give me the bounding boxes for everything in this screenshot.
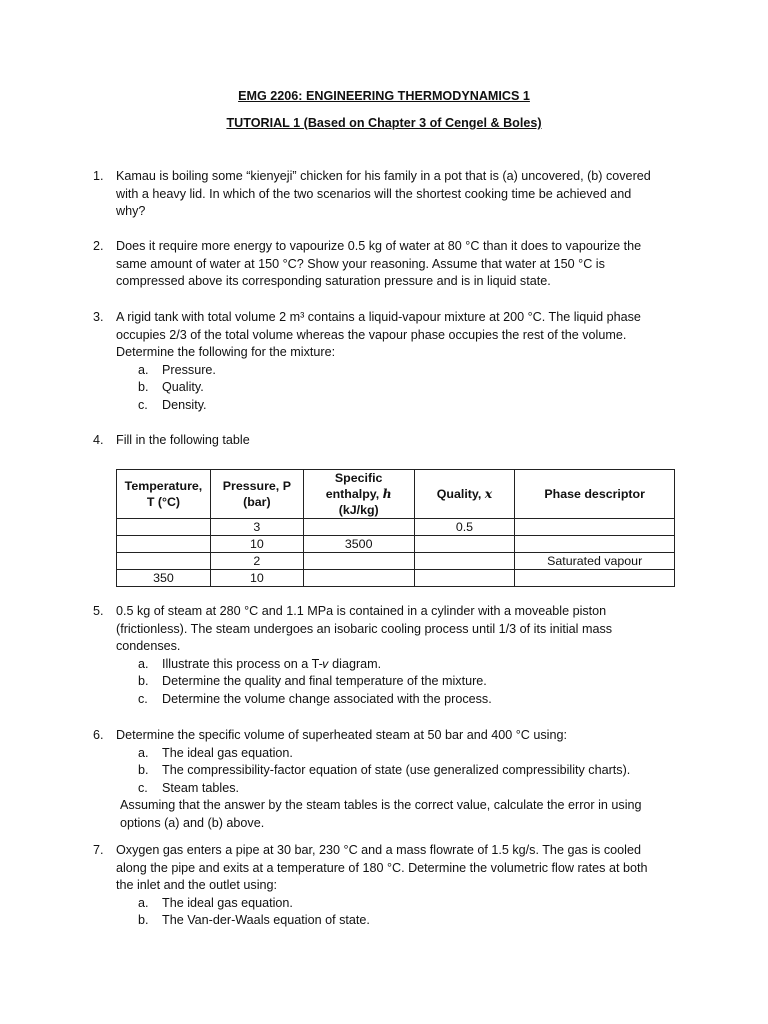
subitem-text: Determine the volume change associated with the process. xyxy=(162,691,492,706)
question-line: why? xyxy=(116,204,146,219)
question-text xyxy=(116,238,683,291)
table-row xyxy=(117,570,675,587)
subitem-text: The ideal gas equation. xyxy=(162,745,293,760)
question-line: condenses. xyxy=(116,639,181,654)
table-cell: 2 xyxy=(210,553,303,570)
steam-properties-table xyxy=(116,469,675,587)
question-line: Determine the following for the mixture: xyxy=(116,345,336,360)
table-cell xyxy=(303,519,414,536)
header-text: Temperature, xyxy=(124,479,203,493)
question-line: same amount of water at 150 °C? Show your reasoning. Assume that water at 150 °C is xyxy=(116,256,605,271)
subitem-b xyxy=(138,379,683,397)
subitem-letter: a. xyxy=(138,745,149,760)
header-phase: Phase descriptor xyxy=(515,470,675,519)
question-line: Oxygen gas enters a pipe at 30 bar, 230 °C and a mass flowrate of 1.5 kg/s. The gas is cooled xyxy=(116,843,641,857)
question-line: A rigid tank with total volume 2 m³ contains a liquid-vapour mixture at 200 °C. The liquid phase xyxy=(116,310,641,324)
subitem-c xyxy=(138,691,683,709)
question-4 xyxy=(93,432,683,450)
table-cell: 3 xyxy=(210,519,303,536)
subitem-text: The Van-der-Waals equation of state. xyxy=(162,913,370,928)
subitem-text: Density. xyxy=(162,397,207,412)
question-number: 4. xyxy=(93,433,104,447)
question-line: along the pipe and exits at a temperature of 180 °C. Determine the volumetric flow rates at both xyxy=(116,860,648,875)
question-number: 7. xyxy=(93,843,104,857)
question-text xyxy=(116,309,683,415)
subitem-a xyxy=(138,745,683,763)
question-text xyxy=(116,432,683,450)
header-text: Pressure, P xyxy=(222,479,291,493)
subitem-text: Pressure. xyxy=(162,362,216,377)
subitem-text: Illustrate this process on a T-𝑣 diagram. xyxy=(162,656,382,671)
table-cell xyxy=(117,536,211,553)
header-symbol: x xyxy=(484,486,493,501)
table-cell xyxy=(414,570,515,587)
question-line: Does it require more energy to vapourize 0.5 kg of water at 80 °C than it does to vapourize the xyxy=(116,239,642,253)
question-1 xyxy=(93,168,683,221)
table-cell: 0.5 xyxy=(414,519,515,536)
table-cell xyxy=(515,570,675,587)
subitem-letter: b. xyxy=(138,380,149,395)
subitem-letter: a. xyxy=(138,362,149,377)
subitem-a xyxy=(138,656,683,674)
subitem-letter: c. xyxy=(138,780,148,795)
course-title: EMG 2206: ENGINEERING THERMODYNAMICS 1 xyxy=(238,89,530,103)
header-text: T (°C) xyxy=(146,495,181,509)
question-text xyxy=(116,727,683,833)
table-cell xyxy=(303,570,414,587)
question-number: 2. xyxy=(93,239,104,253)
subitem-text: Steam tables. xyxy=(162,780,240,795)
table-cell xyxy=(515,519,675,536)
table-cell xyxy=(515,536,675,553)
question-line: 0.5 kg of steam at 280 °C and 1.1 MPa is contained in a cylinder with a moveable piston xyxy=(116,604,607,618)
header-temperature xyxy=(117,470,211,519)
subitem-b xyxy=(138,912,683,930)
question-6 xyxy=(93,727,683,833)
subitem-letter: a. xyxy=(138,656,149,671)
question-3 xyxy=(93,309,683,415)
question-5 xyxy=(93,603,683,709)
question-text xyxy=(116,842,683,930)
table-cell xyxy=(117,553,211,570)
table-cell: Saturated vapour xyxy=(515,553,675,570)
table-header-row xyxy=(117,470,675,519)
subitem-b xyxy=(138,673,683,691)
header-text: (kJ/kg) xyxy=(338,503,379,517)
table-row xyxy=(117,536,675,553)
subitem-letter: a. xyxy=(138,895,149,910)
header-symbol: h xyxy=(382,486,392,501)
question-line: with a heavy lid. In which of the two scenarios will the shortest cooking time be achieved and xyxy=(116,186,632,201)
subitem-b xyxy=(138,762,683,780)
question-line: Fill in the following table xyxy=(116,433,250,447)
table-cell: 10 xyxy=(210,536,303,553)
question-note: Assuming that the answer by the steam tables is the correct value, calculate the error in using xyxy=(120,798,642,813)
question-7 xyxy=(93,842,683,930)
subitem-letter: b. xyxy=(138,674,149,689)
table-cell xyxy=(117,519,211,536)
subitem-text: The compressibility-factor equation of state (use generalized compressibility charts). xyxy=(162,763,631,778)
header-pressure xyxy=(210,470,303,519)
question-line: compressed above its corresponding saturation pressure and is in liquid state. xyxy=(116,274,551,289)
question-number: 1. xyxy=(93,169,104,183)
table-cell xyxy=(303,553,414,570)
header-text: (bar) xyxy=(243,495,271,509)
subitem-a xyxy=(138,362,683,380)
table-cell: 350 xyxy=(117,570,211,587)
table-row xyxy=(117,519,675,536)
question-number: 3. xyxy=(93,310,104,324)
question-line: the inlet and the outlet using: xyxy=(116,878,278,893)
subitem-letter: b. xyxy=(138,763,149,778)
subitem-text: The ideal gas equation. xyxy=(162,895,293,910)
subitem-letter: c. xyxy=(138,397,148,412)
question-line: occupies 2/3 of the total volume whereas the vapour phase occupies the rest of the volume. xyxy=(116,327,627,342)
question-note: options (a) and (b) above. xyxy=(120,815,265,830)
question-number: 5. xyxy=(93,604,104,618)
subitem-text: Quality. xyxy=(162,380,204,395)
subitem-letter: c. xyxy=(138,691,148,706)
subitem-letter: b. xyxy=(138,913,149,928)
question-line: Determine the specific volume of superheated steam at 50 bar and 400 °C using: xyxy=(116,728,567,742)
table-cell xyxy=(414,553,515,570)
subitem-c xyxy=(138,397,683,415)
header-text: enthalpy, xyxy=(325,487,383,501)
header-quality xyxy=(414,470,515,519)
question-line: Kamau is boiling some “kienyeji” chicken for his family in a pot that is (a) uncovered, (b) covered xyxy=(116,169,651,183)
table-cell: 10 xyxy=(210,570,303,587)
subitem-text: Determine the quality and final temperature of the mixture. xyxy=(162,674,487,689)
subitem-c xyxy=(138,780,683,798)
table-row xyxy=(117,553,675,570)
header-text: Quality, xyxy=(436,487,485,501)
question-number: 6. xyxy=(93,728,104,742)
header-text: Specific xyxy=(334,471,383,485)
question-line: (frictionless). The steam undergoes an isobaric cooling process until 1/3 of its initial mass xyxy=(116,621,613,636)
table-cell xyxy=(414,536,515,553)
question-2 xyxy=(93,238,683,291)
table-cell: 3500 xyxy=(303,536,414,553)
subitem-a xyxy=(138,895,683,913)
question-text xyxy=(116,168,683,221)
question-text xyxy=(116,603,683,709)
header-enthalpy xyxy=(303,470,414,519)
tutorial-title: TUTORIAL 1 (Based on Chapter 3 of Cengel & Boles) xyxy=(226,116,542,130)
